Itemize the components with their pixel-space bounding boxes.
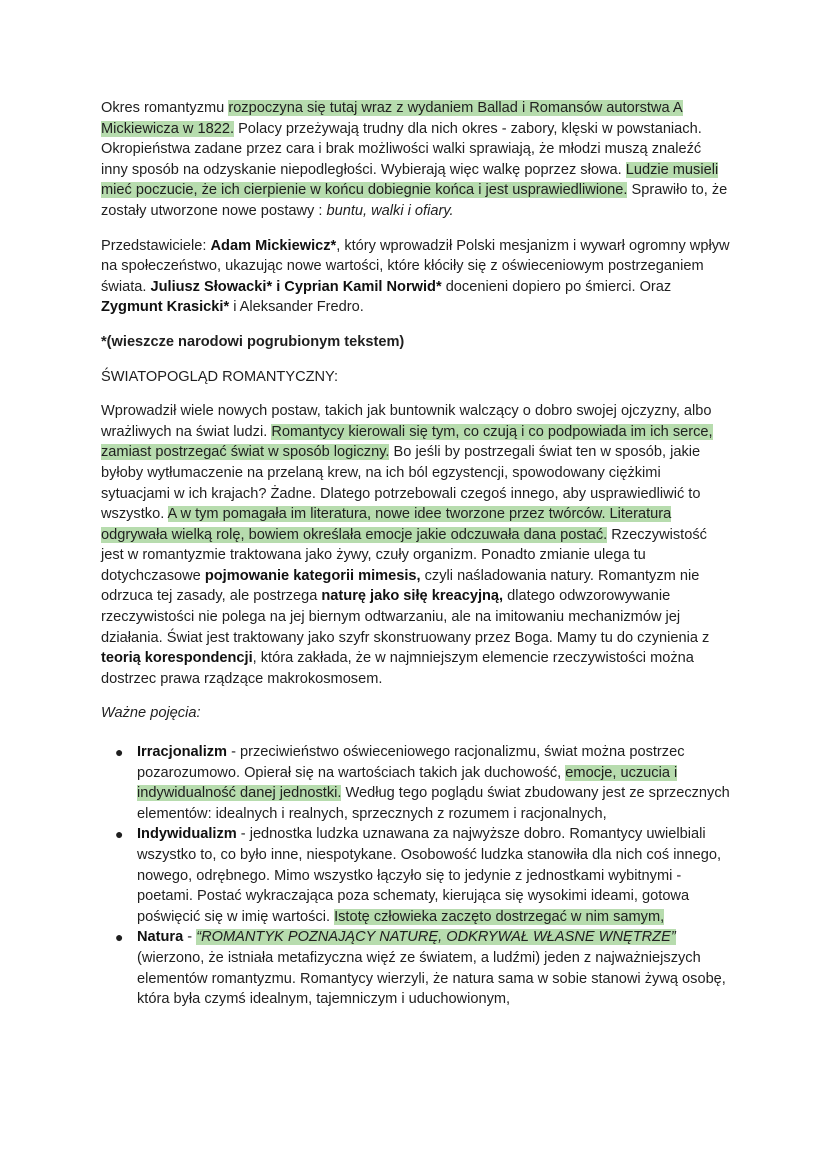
representatives-paragraph	[101, 236, 731, 318]
text-run: Bo jeśli by postrzegali świat ten w sposób, jakie byłoby wytłumaczenie na przelaną krew, na ich ból egzystencji, spowodowany ciężkimi sytuacjami w ich krajach? Żadne. Dlatego potrzebowali czegoś innego, aby usprawiedliwić to wszystko.	[101, 444, 701, 523]
list-item-irracjonalizm	[115, 742, 731, 824]
italic-text: buntu, walki i ofiary.	[326, 202, 454, 219]
concept-term: Indywidualizm	[137, 826, 237, 843]
bullet-icon: ●	[115, 826, 124, 843]
highlighted-text: Istotę człowieka zaczęto dostrzegać w nim samym,	[334, 908, 665, 925]
bold-name: Zygmunt Krasicki*	[101, 299, 230, 316]
text-run: Według tego poglądu świat zbudowany jest ze sprzecznych elementów: idealnych i realnych, sprzecznych z rozumem i racjonalnych,	[137, 785, 730, 822]
highlighted-text: Ludzie musieli mieć poczucie, że ich cierpienie w końcu dobiegnie końca i jest usprawiedliwione.	[101, 161, 719, 199]
bold-term: naturę jako siłę kreacyjną,	[321, 588, 504, 605]
concept-term: Irracjonalizm	[137, 744, 228, 761]
text-run: , który wprowadził Polski mesjanizm i wywarł ogromny wpływ na społeczeństwo, ukazując nowe wartości, które kłóciły się z oświeceniowym postrzeganiem świata.	[101, 237, 730, 295]
text-run: i Aleksander Fredro.	[229, 299, 364, 316]
concepts-heading-text: Ważne pojęcia:	[101, 705, 201, 722]
text-run: czyli naśladowania natury. Romantyzm nie odrzuca tej zasady, ale postrzega	[101, 567, 700, 605]
bold-term: pojmowanie kategorii mimesis,	[204, 567, 421, 584]
text-run: Okres romantyzmu	[101, 100, 229, 116]
bold-term: teorią korespondencji	[101, 650, 253, 667]
text-run: (wierzono, że istniała metafizyczna więź ze światem, a ludźmi) jeden z najważniejszych elementów romantyzmu. Romantycy wierzyli, że natura sama w sobie stanowi żywą osobę, która była czymś idealnym, tajemniczym i uduchowionym,	[137, 949, 726, 1008]
bullet-icon: ●	[115, 929, 124, 946]
text-run: Przedstawiciele:	[101, 237, 211, 254]
highlighted-text: rozpoczyna się tutaj wraz z wydaniem Ballad i Romansów autorstwa A Mickiewicza w 1822.	[101, 100, 683, 137]
bullet-icon: ●	[115, 744, 124, 761]
text-run: dlatego odwzorowywanie rzeczywistości nie polega na jej biernym odtwarzaniu, ale na imitowaniu mechanizmów jej działania. Świat jest traktowany jako szyfr skonstruowany przez Boga. Mamy tu do czynienia z	[101, 588, 710, 646]
footnote: *(wieszcze narodowi pogrubionym tekstem)	[101, 333, 405, 350]
text-run: -	[183, 929, 197, 946]
concepts-list	[101, 742, 731, 1010]
document-body	[101, 98, 731, 1010]
concept-term: Natura	[137, 929, 184, 946]
text-run: , która zakłada, że w najmniejszym elemencie rzeczywistości można dostrzec prawa rządzące makrokosmosem.	[101, 650, 694, 687]
text-run: Sprawiło to, że zostały utworzone nowe postawy :	[101, 182, 728, 219]
section-heading: ŚWIATOPOGLĄD ROMANTYCZNY:	[101, 368, 339, 385]
text-run: Polacy przeżywają trudny dla nich okres - zabory, klęski w powstaniach. Okropieństwa zadane przez cara i brak możliwości walki sprawiają, że młodzi muszą znaleźć inny sposób na odzyskanie niepodległości. Wybierają więc walkę poprzez słowa.	[101, 120, 702, 178]
worldview-paragraph	[101, 401, 731, 689]
text-run: - jednostka ludzka uznawana za najwyższe dobro. Romantycy uwielbiali wszystko to, co było inne, niespotykane. Osobowość ludzka stanowiła dla nich coś innego, nowego, odrębnego. Mimo wszystko łączyło się to jedynie z jednostkami wybitnymi - poetami. Postać wykraczająca poza schematy, kierująca się wysokimi ideami, gotowa poświęcić się w imię wartości.	[137, 826, 722, 925]
highlighted-text: emocje, uczucia i indywidualność danej jednostki.	[137, 764, 678, 802]
bold-name: Juliusz Słowacki* i Cyprian Kamil Norwid*	[150, 278, 442, 295]
text-run: docenieni dopiero po śmierci. Oraz	[441, 278, 672, 295]
list-item-indywidualizm	[115, 824, 731, 927]
text-run: Rzeczywistość jest w romantyzmie traktowana jako żywy, czuły organizm. Ponadto zmianie ulega tu dotychczasowe	[101, 526, 707, 584]
intro-paragraph	[101, 98, 731, 222]
bold-name: Adam Mickiewicz*	[210, 237, 337, 254]
text-run: - przeciwieństwo oświeceniowego racjonalizmu, świat można postrzec pozarozumowo. Opierał się na wartościach takich jak duchowość,	[137, 744, 685, 781]
highlighted-text: A w tym pomagała im literatura, nowe idee tworzone przez twórców. Literatura odgrywała wielką rolę, bowiem określała emocje jakie odczuwała dana postać.	[101, 506, 672, 543]
list-item-natura	[115, 927, 731, 1009]
highlighted-text: Romantycy kierowali się tym, co czują i co podpowiada im ich serce, zamiast postrzegać świat w sposób logiczny.	[101, 423, 713, 461]
text-run: Wprowadził wiele nowych postaw, takich jak buntownik walczący o dobro swojej ojczyzny, albo wrażliwych na świat ludzi.	[101, 403, 712, 440]
highlighted-quote: “ROMANTYK POZNAJĄCY NATURĘ, ODKRYWAŁ WŁASNE WNĘTRZE”	[196, 929, 676, 946]
concepts-heading	[101, 703, 731, 724]
